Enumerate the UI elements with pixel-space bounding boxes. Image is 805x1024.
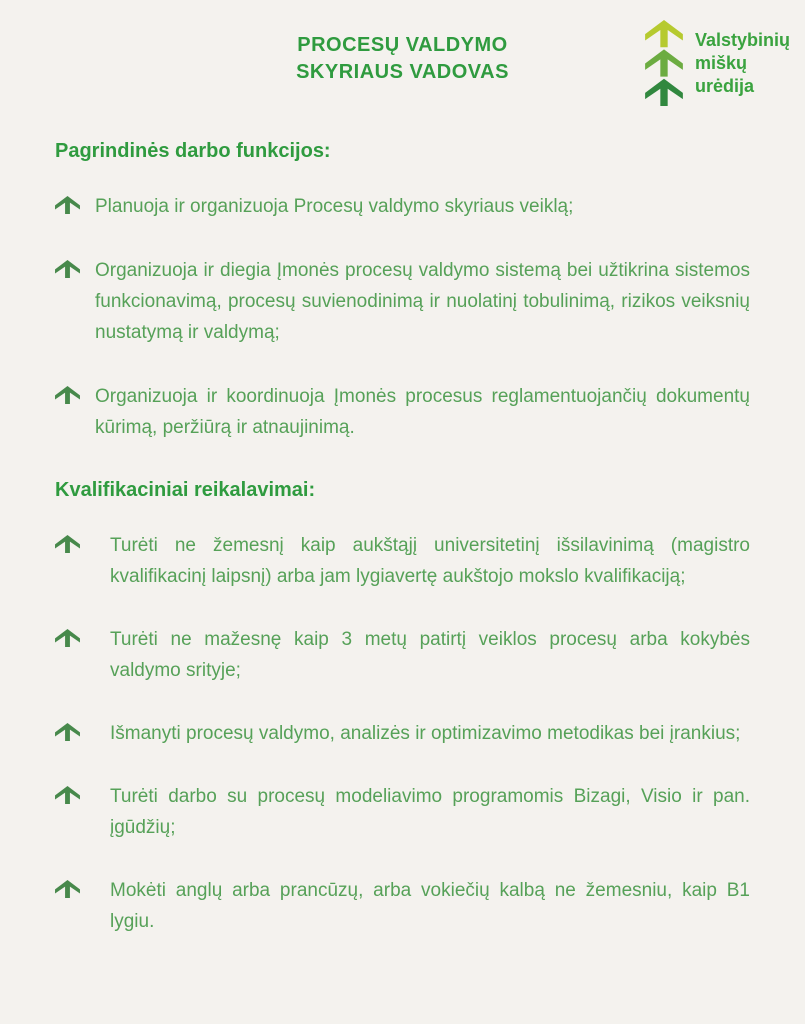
document-header <box>55 29 790 122</box>
list-item <box>55 875 750 937</box>
list-item <box>55 255 750 348</box>
list-item <box>55 624 750 686</box>
qualifications-list <box>55 530 750 937</box>
logo-wordmark <box>695 29 790 98</box>
three-trees-logo-icon <box>643 20 685 106</box>
list-item <box>55 530 750 592</box>
tree-chevron-icon <box>55 781 110 809</box>
section-heading-functions: Pagrindinės darbo funkcijos: <box>55 140 331 162</box>
list-item-text: Turėti ne mažesnę kaip 3 metų patirtį veiklos procesų arba kokybės valdymo srityje; <box>110 629 750 681</box>
tree-chevron-icon <box>55 624 110 652</box>
tree-chevron-icon <box>55 530 110 558</box>
list-item-text: Turėti darbo su procesų modeliavimo programomis Bizagi, Visio ir pan. įgūdžių; <box>110 786 750 838</box>
list-item-text: Planuoja ir organizuoja Procesų valdymo skyriaus veiklą; <box>95 196 574 217</box>
logo-word-line3: urėdija <box>694 75 754 96</box>
list-item-text: Organizuoja ir diegia Įmonės procesų valdymo sistemą bei užtikrina sistemos funkcionavimą, procesų suvienodinimą ir nuolatinį tobulinimą, rizikos veiksnių nustatymą ir valdymą; <box>95 260 750 343</box>
functions-list <box>55 191 750 443</box>
tree-chevron-icon <box>55 381 95 409</box>
page-title-line1: PROCESŲ VALDYMO <box>297 34 508 56</box>
list-item <box>55 381 750 443</box>
logo <box>643 20 790 106</box>
list-item <box>55 718 750 749</box>
list-item-text: Turėti ne žemesnį kaip aukštąjį universitetinį išsilavinimą (magistro kvalifikacinį laipsnį) arba jam lygiavertę aukštojo mokslo kvalifikaciją; <box>110 535 750 587</box>
tree-chevron-icon <box>55 718 110 746</box>
tree-chevron-icon <box>55 875 110 903</box>
list-item-text: Organizuoja ir koordinuoja Įmonės procesus reglamentuojančių dokumentų kūrimą, peržiūrą ir atnaujinimą. <box>95 386 750 438</box>
list-item <box>55 191 750 222</box>
logo-word-line1: Valstybinių <box>694 29 790 50</box>
logo-word-line2: miškų <box>694 52 747 73</box>
section-heading-qualifications: Kvalifikaciniai reikalavimai: <box>55 479 316 501</box>
tree-chevron-icon <box>55 255 95 283</box>
list-item-text: Išmanyti procesų valdymo, analizės ir optimizavimo metodikas bei įrankius; <box>110 723 741 744</box>
tree-chevron-icon <box>55 191 95 219</box>
page-title-line2: SKYRIAUS VADOVAS <box>296 61 509 83</box>
list-item-text: Mokėti anglų arba prancūzų, arba vokiečių kalbą ne žemesniu, kaip B1 lygiu. <box>110 880 750 932</box>
list-item <box>55 781 750 843</box>
